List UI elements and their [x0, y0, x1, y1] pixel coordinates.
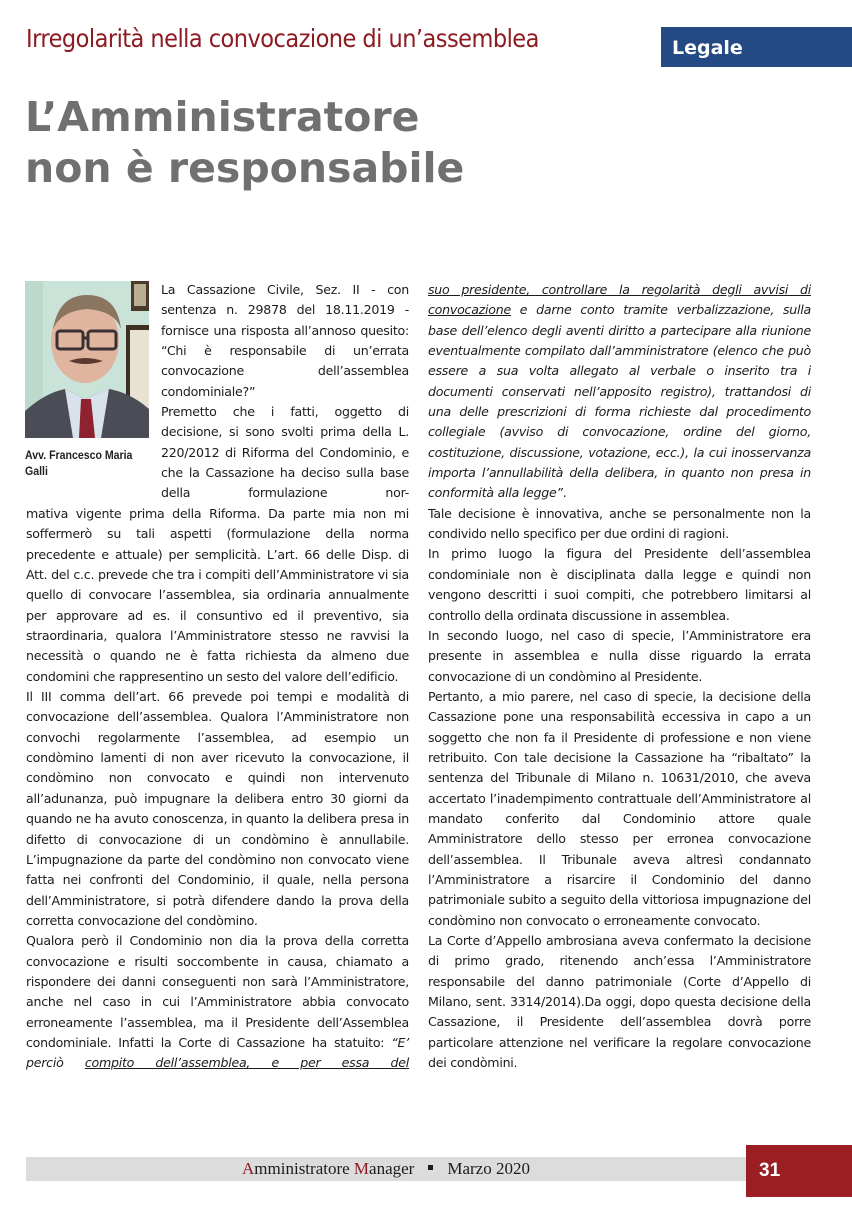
- quote-underlined-continued: suo presidente, controllare la regolarità degli avvisi di convocazione: [428, 282, 811, 318]
- paragraph-second-reason: In secondo luogo, nel caso di specie, l’Amministratore era presente in assemblea e nulla disse riguardo la errata convocazione di un condòmino al Presidente.: [428, 627, 811, 684]
- article-kicker: Irregolarità nella convocazione di un’assemblea: [26, 24, 539, 53]
- masthead-a-rest: mministratore: [254, 1159, 354, 1178]
- quote-body: e darne conto tramite verbalizzazione, sulla base dell’elenco degli aventi diritto a partecipare alla riunione eventualmente compilato dall’amministratore (elenco che può essere a sua volta allegato al verbale o inserito tra i documenti conservati nell’apposito registro), trattandosi di una delle prescrizioni di forma richieste dal procedimento collegiale (avviso di convocazione, ordine del giorno, costituzione, discussione, votazione, ecc.), la cui inosservanza importa l’annullabilità della delibera, in quanto non presa in conformità alla legge”: [428, 302, 811, 501]
- paragraph-responsibility: [26, 931, 409, 1073]
- masthead-a-capital: A: [242, 1159, 255, 1178]
- article-column-right: [428, 280, 811, 1073]
- paragraph-quote: [428, 280, 811, 504]
- title-line-2: non è responsabile: [25, 144, 465, 192]
- quote-end: .: [562, 485, 567, 501]
- footer-masthead: [0, 1157, 772, 1181]
- paragraph-conclusion: Pertanto, a mio parere, nel caso di specie, la decisione della Cassazione pone una responsabilità eccessiva in capo a un soggetto che non fa il Presidente di professione e non viene retribuito. Con tale decisione la Cassazione ha “ribaltato” la sentenza del Tribunale di Milano n. 10631/2010, che aveva accertato l’inadempimento contrattuale dell’Amministratore al mandato conferito dal Condominio attore quale Amministratore dello stesso per erronea convocazione dell’assemblea. Il Tribunale aveva altresì condannato l’Amministratore a risarcire il Condominio del danno patrimoniale subito a seguito della vittoriosa impugnazione del condòmino non convocato o erroneamente convocato.: [428, 688, 811, 928]
- paragraph-first-reason: In primo luogo la figura del Presidente dell’assemblea condominiale non è disciplinata dalla legge e quindi non vengono descritti i suoi compiti, che potrebbero limitarsi al controllo della ordinata discussione in assemblea.: [428, 546, 811, 623]
- paragraph-art-66: Il III comma dell’art. 66 prevede poi tempi e modalità di convocazione dell’assemblea. Qualora l’Amministratore non convochi regolarmente l’assemblea, ad esempio un condòmino lamenti di non aver ricevuto la convocazione, il condòmino non convocato e quindi non intervenuto all’adunanza, può impugnare la delibera entro 30 giorni da quando ne ha avuto conoscenza, in quanto la delibera presa in difetto di convocazione di un condòmino è annullabile. L’impugnazione da parte del condòmino non convocato viene fatta nei confronti del Condominio, il quale, nella persona dell’Amministratore, si potrà difendere dando la prova della corretta convocazione del condòmino.: [26, 689, 409, 928]
- section-badge: Legale: [661, 27, 852, 67]
- paragraph-intro: La Cassazione Civile, Sez. II - con sentenza n. 29878 del 18.11.2019 - fornisce una risposta all’annoso quesito: “Chi è responsabile di un’errata convocazione dell’assemblea condominiale?”: [161, 282, 409, 399]
- masthead-m-capital: M: [353, 1159, 370, 1178]
- paragraph-premise: Premetto che i fatti, oggetto di decisione, si sono svolti prima della L. 220/2012 di Riforma del Condominio, e che la Cassazione ha deciso sulla base della formulazione nor-: [161, 404, 409, 501]
- paragraph-opinion: Tale decisione è innovativa, anche se personalmente non la condivido nello specifico per due ordini di ragioni.: [428, 505, 811, 542]
- issue-date: Marzo 2020: [447, 1159, 530, 1178]
- paragraph-appeal: La Corte d’Appello ambrosiana aveva confermato la decisione di primo grado, ritenendo anch’essa l’Amministratore responsabile del danno patrimoniale (Corte d’Appello di Milano, sent. 3314/2014).Da oggi, dopo questa decisione della Cassazione, il Presidente dell’assemblea dovrà porre particolare attenzione nel verificare la regolare convocazione dei condòmini.: [428, 933, 811, 1071]
- masthead-m-rest: anager: [369, 1159, 415, 1178]
- author-caption: Avv. Francesco Maria Galli: [25, 448, 133, 478]
- article-column-left: [26, 504, 409, 1074]
- square-bullet-icon: [428, 1165, 433, 1170]
- author-photo: [25, 281, 149, 438]
- article-column-left-top: [161, 280, 409, 504]
- responsibility-text: Qualora però il Condominio non dia la prova della corretta convocazione e risulti soccombente in causa, chiamato a rispondere dei danni conseguenti non sarà l’Amministratore, anche nel caso in cui l’Amministratore abbia convocato erroneamente l’assemblea, ma il Presidente dell’Assemblea condominiale. Infatti la Corte di Cassazione ha statuito:: [26, 933, 409, 1050]
- page-number: 31: [746, 1145, 852, 1197]
- article-title: [25, 92, 464, 194]
- title-line-1: L’Amministratore: [25, 93, 420, 141]
- paragraph-premise-continued: mativa vigente prima della Riforma. Da parte mia non mi soffermerò su tali aspetti (formulazione della norma precedente e attuale) per semplicità. L’art. 66 delle Disp. di Att. del c.c. prevede che tra i compiti dell’Amministratore vi sia quello di convocare l’assemblea, sia ordinaria annualmente per approvare ad es. il consuntivo ed il preventivo, sia straordinaria, qualora l’Amministratore stesso ne ravvisi la necessità o quando ne è fatta richiesta da almeno due condomini che rappresentino un sesto del valore dell’edificio.: [26, 506, 409, 684]
- quote-underlined-start: compito dell’assemblea, e per essa del: [84, 1055, 410, 1071]
- quote-start: “E’ perciò: [26, 1034, 409, 1071]
- author-portrait-illustration: [25, 281, 149, 438]
